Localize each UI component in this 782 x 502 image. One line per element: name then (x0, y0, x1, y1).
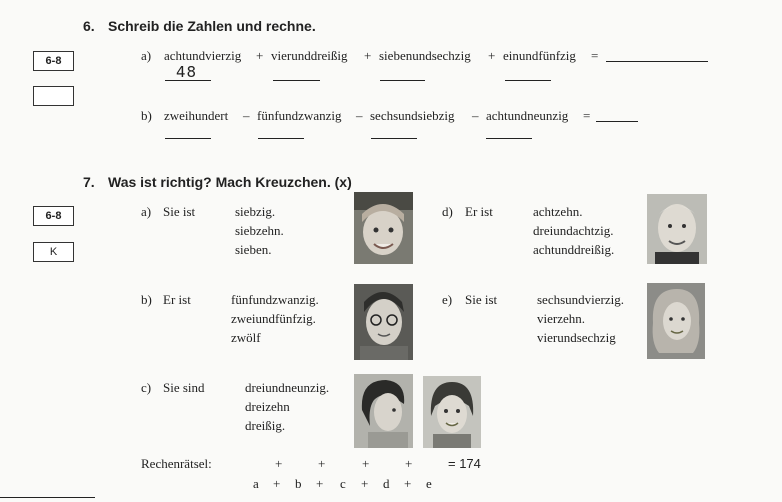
puzzle-letter-a: a (253, 476, 259, 491)
task6b-answer-line1[interactable] (165, 138, 211, 139)
task6a-answer-line1[interactable] (165, 80, 211, 81)
task7e-option-1[interactable]: sechsundvierzig. (537, 292, 625, 307)
task6a-result-line[interactable] (606, 61, 708, 62)
task7c-option-2[interactable]: dreizehn (245, 399, 290, 414)
task6a-equals: = (591, 48, 599, 63)
task6b-answer-line3[interactable] (371, 138, 417, 139)
task6b-term1: zweihundert (164, 108, 229, 123)
puzzle-letter-c: c (340, 476, 346, 491)
puzzle-label: Rechenrätsel: (141, 456, 212, 471)
task6b-label: b) (141, 108, 152, 123)
task6a-plus2: + (364, 48, 372, 63)
task6b-answer-line4[interactable] (486, 138, 532, 139)
task6b-term3: sechsundsiebzig (370, 108, 455, 123)
task6-number: 6. (83, 18, 95, 34)
task6a-plus1: + (256, 48, 264, 63)
task7a-option-1[interactable]: siebzig. (235, 204, 276, 219)
task7a-option-3[interactable]: sieben. (235, 242, 272, 257)
task6a-answer-line3[interactable] (380, 80, 425, 81)
task7d-label: d) (442, 204, 453, 219)
puzzle-result: = 174 (448, 456, 481, 471)
task6a-label: a) (141, 48, 152, 63)
photo-woman (647, 283, 705, 359)
puzzle-letter-b: b (295, 476, 302, 491)
task6-empty-box (33, 86, 74, 106)
task7e-option-2[interactable]: vierzehn. (537, 311, 586, 326)
photo-old-man (647, 194, 707, 264)
task7d-option-3[interactable]: achtunddreißig. (533, 242, 615, 257)
task6a-term2: vierunddreißig (271, 48, 348, 63)
task6a-answer1: 48 (176, 63, 198, 81)
task7a-label: a) (141, 204, 152, 219)
task6b-result-line[interactable] (596, 121, 638, 122)
puzzle-plus-5: + (273, 476, 281, 491)
puzzle-plus-4: + (405, 456, 413, 471)
task7-number: 7. (83, 174, 95, 190)
task6b-minus1: – (243, 108, 250, 123)
task6b-term2: fünfundzwanzig (257, 108, 342, 123)
task7a-option-2[interactable]: siebzehn. (235, 223, 284, 238)
photo-young-man (354, 284, 413, 360)
task7e-option-3[interactable]: vierundsechzig (537, 330, 616, 345)
puzzle-plus-7: + (361, 476, 369, 491)
task7c-option-3[interactable]: dreißig. (245, 418, 286, 433)
task7d-option-2[interactable]: dreiundachtzig. (533, 223, 614, 238)
task7a-subject: Sie ist (163, 204, 196, 219)
page-divider (0, 497, 95, 498)
task6b-term4: achtundneunzig (486, 108, 569, 123)
task7d-option-1[interactable]: achtzehn. (533, 204, 583, 219)
task6a-plus3: + (488, 48, 496, 63)
task6-level-box: 6-8 (33, 51, 74, 71)
puzzle-plus-3: + (362, 456, 370, 471)
task6b-equals: = (583, 108, 591, 123)
task6b-minus2: – (356, 108, 363, 123)
puzzle-plus-8: + (404, 476, 412, 491)
task7b-option-1[interactable]: fünfundzwanzig. (231, 292, 319, 307)
task6a-term4: einundfünfzig (503, 48, 576, 63)
task7e-label: e) (442, 292, 453, 307)
task6b-answer-line2[interactable] (258, 138, 304, 139)
task6-title: Schreib die Zahlen und rechne. (108, 18, 316, 34)
photo-girl-front (423, 376, 481, 448)
puzzle-plus-6: + (316, 476, 324, 491)
task7-k-box: K (33, 242, 74, 262)
task6a-answer-line2[interactable] (273, 80, 320, 81)
photo-girl (354, 192, 413, 264)
photo-girl-profile (354, 374, 413, 448)
task7e-subject: Sie ist (465, 292, 498, 307)
task7b-option-2[interactable]: zweiundfünfzig. (231, 311, 316, 326)
task6a-term1: achtundvierzig (164, 48, 242, 63)
task7c-option-1[interactable]: dreiundneunzig. (245, 380, 330, 395)
puzzle-plus-1: + (275, 456, 283, 471)
puzzle-letter-d: d (383, 476, 390, 491)
task7b-option-3[interactable]: zwölf (231, 330, 261, 345)
task7c-label: c) (141, 380, 152, 395)
task6a-term3: siebenundsechzig (379, 48, 471, 63)
task6b-minus3: – (472, 108, 479, 123)
task7c-subject: Sie sind (163, 380, 205, 395)
task7b-label: b) (141, 292, 152, 307)
task7-title: Was ist richtig? Mach Kreuzchen. (x) (108, 174, 352, 190)
puzzle-letter-e: e (426, 476, 432, 491)
task6a-answer-line4[interactable] (505, 80, 551, 81)
task7b-subject: Er ist (163, 292, 191, 307)
puzzle-plus-2: + (318, 456, 326, 471)
task7-level-box: 6-8 (33, 206, 74, 226)
task7d-subject: Er ist (465, 204, 493, 219)
